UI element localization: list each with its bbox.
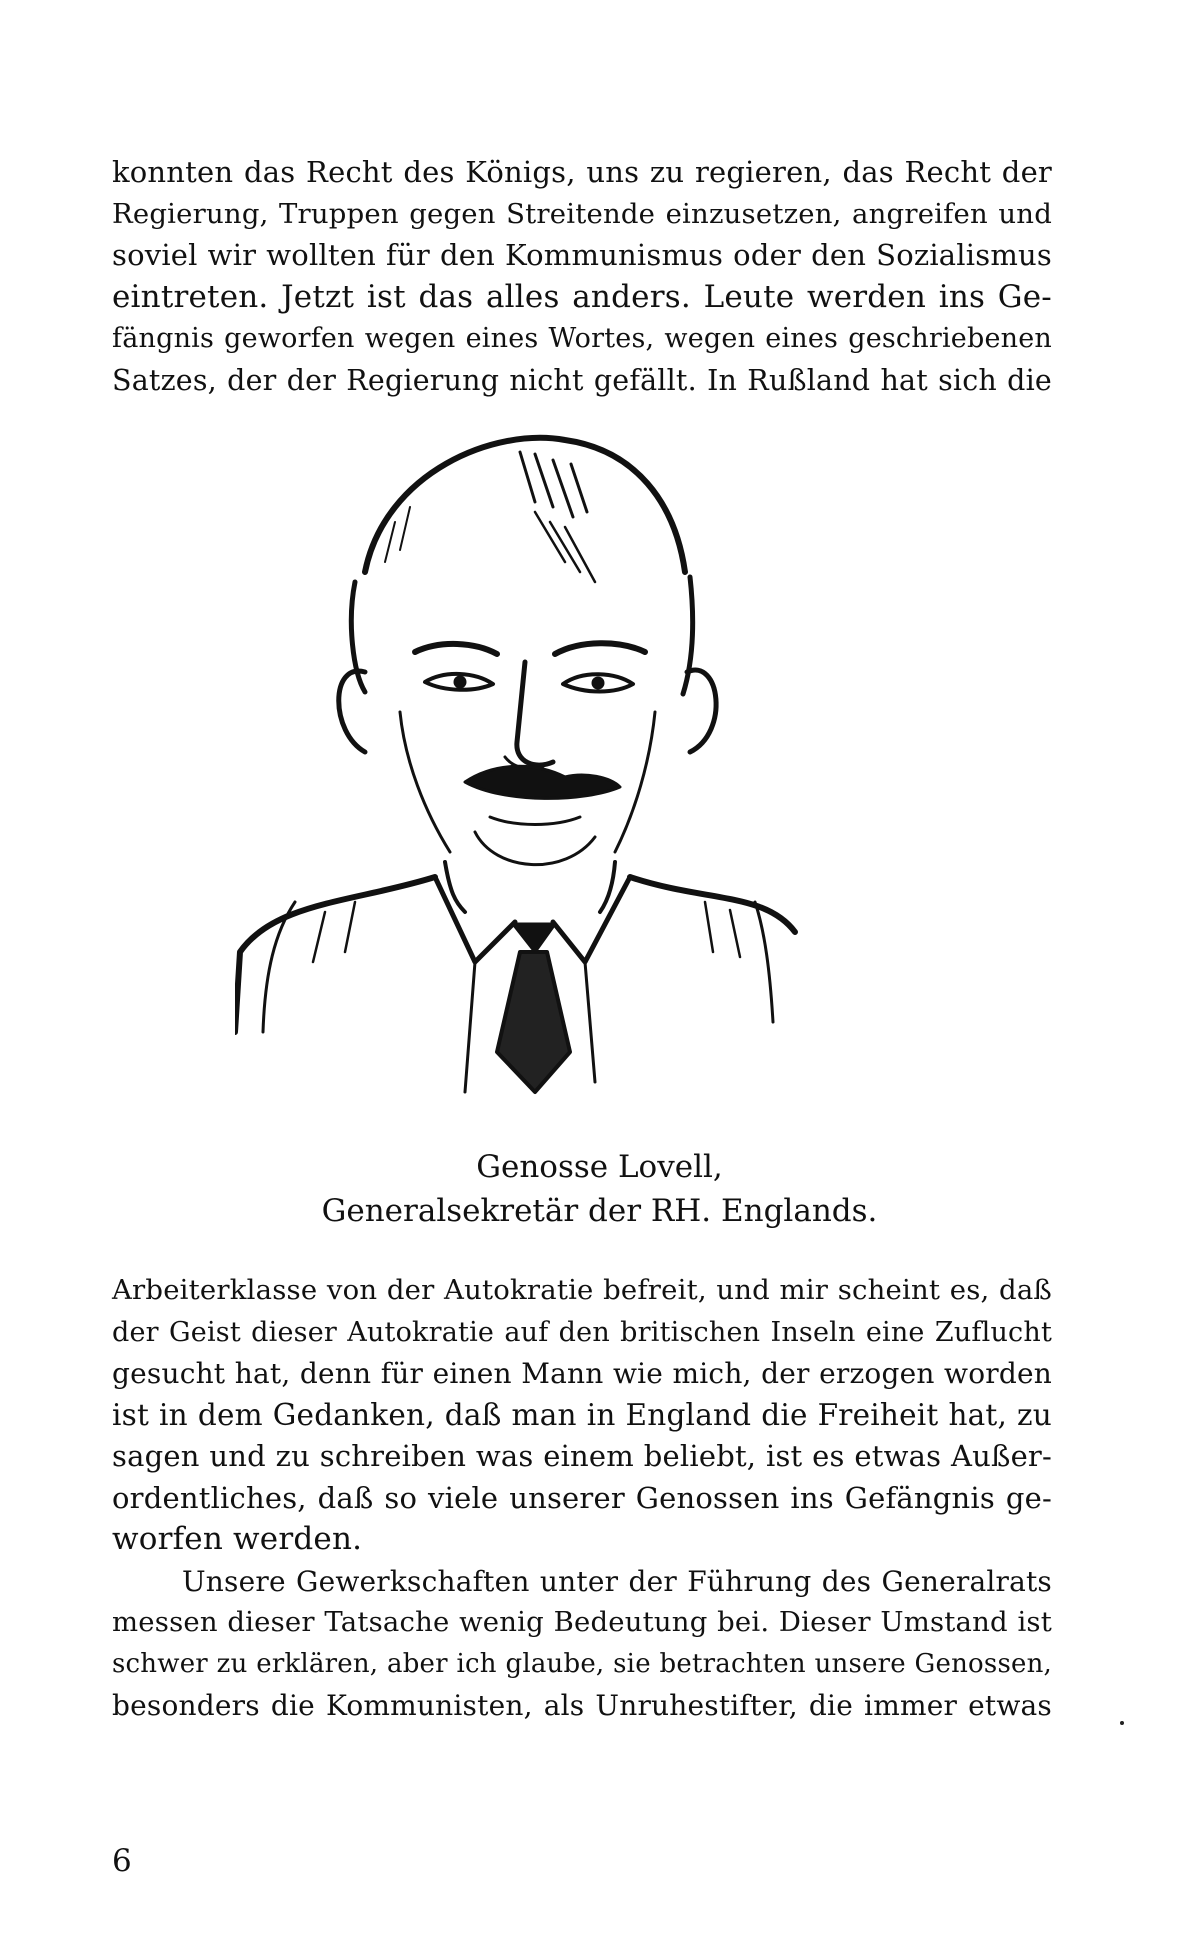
text-line: ordentliches, daß so viele unserer Genossen ins Gefängnis ge- xyxy=(112,1480,1052,1515)
page-number: 6 xyxy=(112,1843,132,1879)
text-line: Arbeiterklasse von der Autokratie befreit, und mir scheint es, daß xyxy=(112,1274,1052,1306)
caption-title: Generalsekretär der RH. Englands. xyxy=(321,1193,878,1229)
text-line: messen dieser Tatsache wenig Bedeutung bei. Dieser Umstand ist xyxy=(112,1606,1052,1638)
text-line: worfen werden. xyxy=(112,1521,363,1557)
text-line: der Geist dieser Autokratie auf den britischen Inseln eine Zuflucht xyxy=(112,1316,1052,1348)
top-paragraph xyxy=(112,152,1052,401)
text-line: Regierung, Truppen gegen Streitende einzusetzen, angreifen und xyxy=(112,197,1052,230)
text-line: soviel wir wollten für den Kommunismus oder den Sozialismus xyxy=(112,238,1052,272)
text-line: eintreten. Jetzt ist das alles anders. Leute werden ins Ge- xyxy=(112,278,1052,315)
text-line: Satzes, der der Regierung nicht gefällt. In Rußland hat sich die xyxy=(112,363,1052,397)
text-line: schwer zu erklären, aber ich glaube, sie betrachten unsere Genossen, xyxy=(112,1648,1052,1679)
text-line: sagen und zu schreiben was einem beliebt, ist es etwas Außer- xyxy=(112,1439,1052,1473)
caption-name: Genosse Lovell, xyxy=(476,1149,723,1185)
bottom-paragraphs xyxy=(112,1270,1052,1727)
text-line: besonders die Kommunisten, als Unruhestifter, die immer etwas xyxy=(112,1689,1052,1722)
text-line: Unsere Gewerkschaften unter der Führung des Generalrats xyxy=(182,1564,1052,1598)
text-line: konnten das Recht des Königs, uns zu regieren, das Recht der xyxy=(112,155,1052,189)
text-line: ist in dem Gedanken, daß man in England die Freiheit hat, zu xyxy=(112,1397,1052,1432)
ink-speck xyxy=(1120,1721,1124,1725)
text-line: gesucht hat, denn für einen Mann wie mich, der erzogen worden xyxy=(112,1357,1052,1390)
portrait-illustration xyxy=(235,432,895,1102)
text-line: fängnis geworfen wegen eines Wortes, wegen eines geschriebenen xyxy=(112,323,1052,354)
